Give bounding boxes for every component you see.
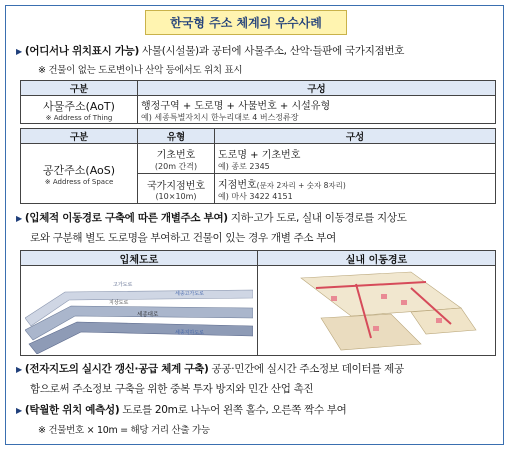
- image-divider: [257, 251, 258, 355]
- paragraph-3-line2: 함으로써 주소정보 구축을 위한 중복 투자 방지와 민간 산업 촉진: [30, 383, 314, 395]
- aos-type-2-sub: (10×10m): [155, 191, 197, 201]
- paragraph-4-note: ※ 건물번호 × 10m = 해당 거리 산출 가능: [38, 425, 210, 436]
- aos-composition-2: [215, 174, 496, 204]
- road-label-ground: 지상도로: [109, 300, 129, 306]
- aos-header-type: 유형: [138, 129, 215, 144]
- road-label-elevated-name: 세종고가도로: [175, 291, 204, 297]
- arrow-bullet-icon: ▶: [16, 214, 22, 223]
- multilevel-road-illustration: [25, 268, 253, 354]
- aos-example-2: 예) 마사 3422 4151: [218, 191, 293, 201]
- aot-header-composition: 구성: [138, 81, 496, 96]
- paragraph-1: [16, 43, 404, 58]
- aos-type-1: [138, 144, 215, 174]
- aot-example: 예) 세종특별자치시 한누리대로 4 버스정류장: [141, 112, 299, 122]
- paragraph-4-bold: (탁월한 위치 예측성): [24, 404, 120, 416]
- paragraph-1-text: 사물(시설물)과 공터에 사물주소, 산악·들판에 국가지점번호: [139, 45, 405, 57]
- aot-name-cell: [21, 96, 138, 124]
- road-label-underground-name: 세종지하도로: [175, 330, 204, 336]
- aot-table: [20, 80, 496, 124]
- aot-subtitle: ※ Address of Thing: [45, 113, 113, 122]
- road-label-main: 세종대로: [137, 312, 159, 318]
- paragraph-3-bold: (전자지도의 실시간 갱신·공급 체계 구축): [24, 363, 209, 375]
- page-title: 한국형 주소 체계의 우수사례: [145, 10, 347, 35]
- aos-example-1: 예) 종로 2345: [218, 161, 270, 171]
- road-label-elevated: 고가도로: [113, 282, 133, 288]
- paragraph-1-note: ※ 건물이 없는 도로변이나 산악 등에서도 위치 표시: [38, 65, 243, 76]
- aos-table: [20, 128, 496, 204]
- aos-name-cell: [21, 144, 138, 204]
- paragraph-2: [16, 210, 407, 225]
- arrow-bullet-icon: ▶: [16, 365, 22, 374]
- paragraph-3: [16, 361, 404, 376]
- aos-type-1-sub: (20m 간격): [154, 161, 198, 171]
- paragraph-1-bold: (어디서나 위치표시 가능): [24, 45, 139, 57]
- arrow-bullet-icon: ▶: [16, 47, 22, 56]
- aos-composition-1-text: 도로명 + 기초번호: [218, 149, 301, 161]
- paragraph-2-line2: 로와 구분해 별도 도로명을 부여하고 건물이 있는 경우 개별 주소 부여: [30, 232, 336, 244]
- illustration-box: [20, 250, 496, 356]
- aot-name: 사물주소(AoT): [43, 99, 115, 113]
- aos-subtitle: ※ Address of Space: [44, 177, 114, 186]
- aos-header-composition: 구성: [215, 129, 496, 144]
- left-image-title: 입체도로: [21, 251, 257, 266]
- aos-header-category: 구분: [21, 129, 138, 144]
- aot-composition-cell: [138, 96, 496, 124]
- indoor-path-illustration: [261, 268, 493, 354]
- aos-type-1-label: 기초번호: [156, 149, 196, 161]
- paragraph-3-text: 공공·민간에 실시간 주소정보 데이터를 제공: [208, 363, 404, 375]
- aos-type-2-label: 국가지점번호: [147, 180, 205, 192]
- paragraph-2-bold: (입체적 이동경로 구축에 따른 개별주소 부여): [24, 212, 228, 224]
- aos-type-2: [138, 174, 215, 204]
- paragraph-4: [16, 402, 347, 417]
- right-image-title: 실내 이동경로: [258, 251, 495, 266]
- paragraph-4-text: 도로를 20m로 나누어 왼쪽 홀수, 오른쪽 짝수 부여: [119, 404, 347, 416]
- aos-composition-1: [215, 144, 496, 174]
- aos-composition-2-note: (문자 2자리 + 숫자 8자리): [256, 180, 346, 190]
- paragraph-2-text: 지하·고가 도로, 실내 이동경로를 지상도: [227, 212, 407, 224]
- aos-name: 공간주소(AoS): [42, 163, 116, 177]
- arrow-bullet-icon: ▶: [16, 406, 22, 415]
- aot-composition: 행정구역 + 도로명 + 사물번호 + 시설유형: [141, 100, 331, 112]
- aot-header-category: 구분: [21, 81, 138, 96]
- aos-composition-2-text: 지점번호: [218, 179, 257, 191]
